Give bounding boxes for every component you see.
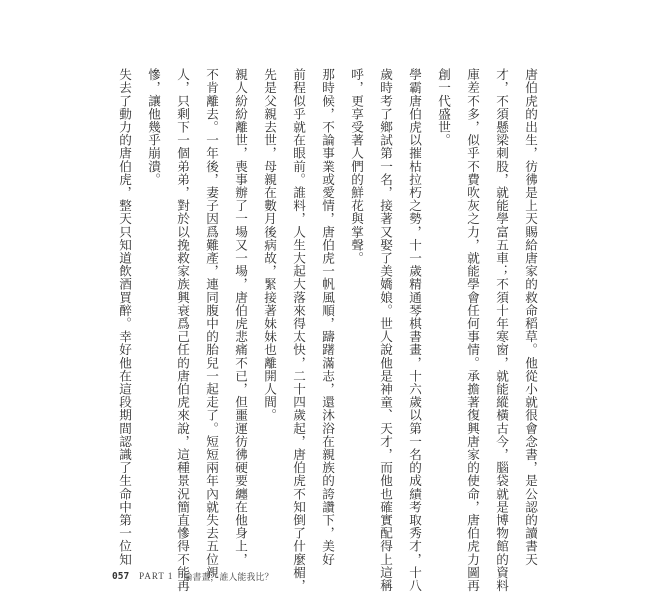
text-column: 不肯離去。一年後，妻子因爲難產，連同腹中的胎兒一起走了。短短兩年內就失去五位親: [204, 68, 219, 579]
part-label: PART 1: [139, 571, 174, 581]
page-footer: [112, 569, 273, 583]
text-column: 創一代盛世。: [436, 68, 451, 147]
page-number: 057: [112, 570, 130, 582]
text-column: 歲時考了鄉試第一名，接著又娶了美嬌娘。世人說他是神童、天才，而他也確實配得上這稱: [378, 68, 393, 592]
text-column: 前程似乎就在眼前。誰料，人生大起大落來得太快，二十四歲起，唐伯虎不知倒了什麼楣，: [291, 68, 306, 592]
text-column: 親人紛紛離世，喪事辦了一場又一場，唐伯虎悲痛不已，但噩運彷彿硬要纏在他身上，: [233, 68, 248, 566]
chapter-subtitle: 論書畫，誰人能我比？: [183, 572, 274, 583]
text-column: 先是父親去世，母親在數月後病故，緊接著妹妹也離開人間。: [262, 68, 277, 422]
text-column: 慘，讓他幾乎崩潰。: [146, 68, 161, 186]
text-column: 學霸唐伯虎以摧枯拉朽之勢，十一歲精通琴棋書畫，十六歲以第一名的成績考取秀才，十八: [407, 68, 422, 592]
text-column: 庫差不多，似乎不費吹灰之力，就能學會任何事情。承擔著復興唐家的使命，唐伯虎力圖再: [465, 68, 480, 592]
text-column: 失去了動力的唐伯虎，整天只知道飲酒買醉。幸好他在這段期間認識了生命中第一位知: [117, 68, 132, 566]
text-column: 那時候，不論事業或愛情，唐伯虎一帆風順，躊躇滿志，還沐浴在親族的誇讚下，美好: [320, 68, 335, 566]
text-column: 人，只剩下一個弟弟，對於以挽救家族興衰爲己任的唐伯虎來說，這種景況簡直慘得不能再: [175, 68, 190, 592]
text-column: 呼，更享受著人們的鮮花與掌聲。: [349, 68, 364, 265]
text-column: 才，不須懸梁刺股，就能學富五車；不須十年寒窗，就能縱橫古今，腦袋就是博物館的資料: [494, 68, 509, 592]
text-column: 唐伯虎的出生，彷彿是上天賜給唐家的救命稻草。他從小就很會念書，是公認的讀書天: [523, 68, 538, 566]
